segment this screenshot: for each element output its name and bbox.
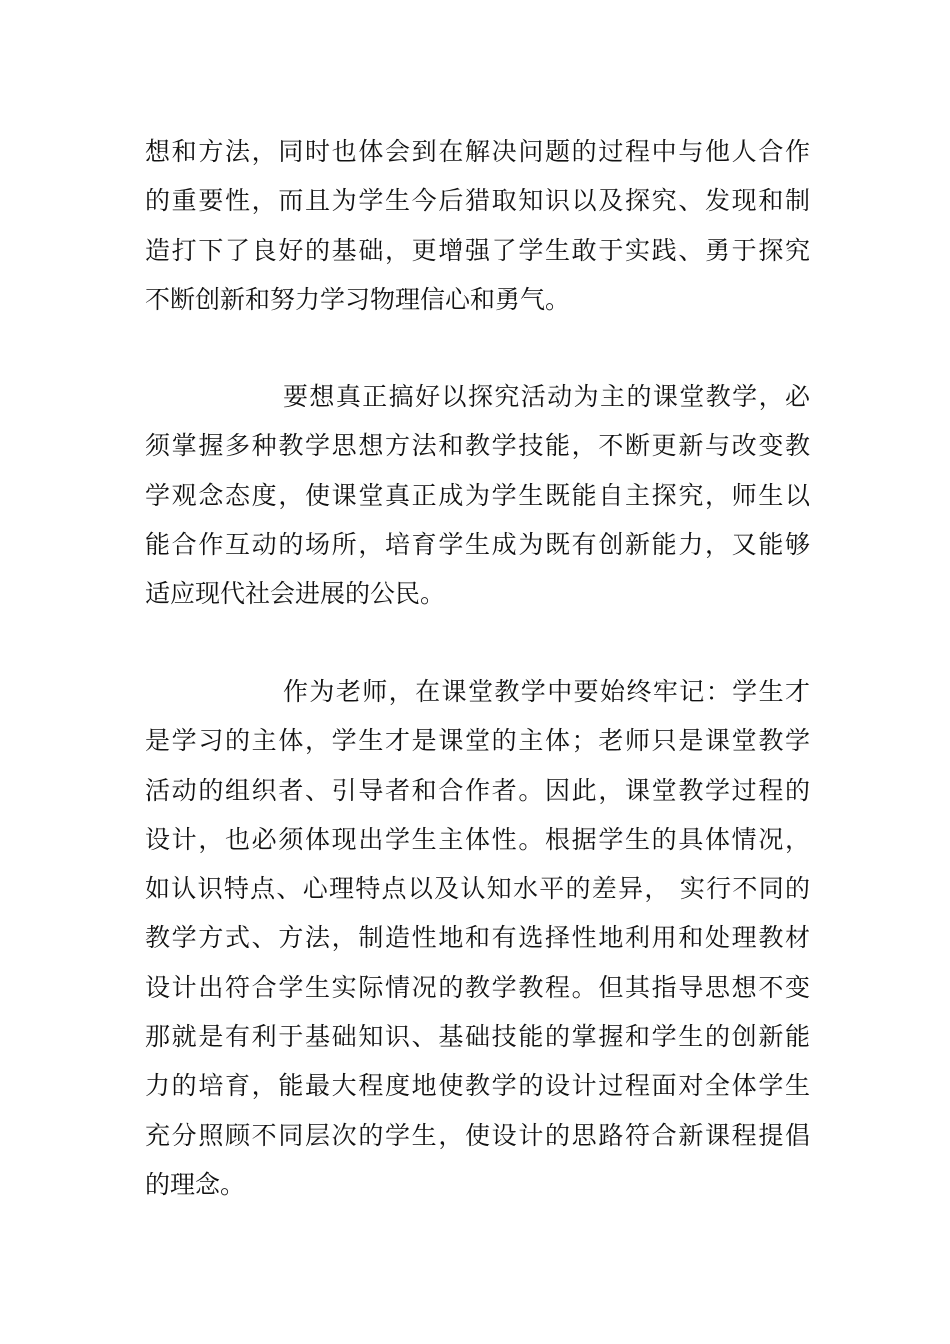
text-line: 的重要性，而且为学生今后猎取知识以及探究、发现和制 — [145, 186, 810, 216]
text-line: 充分照顾不同层次的学生，使设计的思路符合新课程提倡 — [145, 1120, 810, 1150]
text-line: 教学方式、方法，制造性地和有选择性地利用和处理教材 — [145, 923, 810, 953]
text-line: 适应现代社会进展的公民。 — [145, 579, 446, 609]
paragraph-1 — [145, 127, 810, 324]
paragraph-2 — [145, 372, 810, 618]
text-line: 设计出符合学生实际情况的教学教程。但其指导思想不变 — [145, 972, 810, 1002]
paragraph-3 — [145, 667, 810, 1209]
text-line: 是学习的主体，学生才是课堂的主体；老师只是课堂教学 — [145, 726, 810, 756]
text-line: 如认识特点、心理特点以及认知水平的差异， 实行不同的 — [145, 874, 810, 904]
text-line: 活动的组织者、引导者和合作者。因此，课堂教学过程的 — [145, 775, 810, 805]
text-line: 那就是有利于基础知识、基础技能的掌握和学生的创新能 — [145, 1022, 810, 1052]
text-line: 不断创新和努力学习物理信心和勇气。 — [145, 284, 571, 314]
text-line: 力的培育，能最大程度地使教学的设计过程面对全体学生 — [145, 1071, 810, 1101]
text-line: 设计，也必须体现出学生主体性。根据学生的具体情况， — [145, 824, 810, 854]
text-line: 想和方法，同时也体会到在解决问题的过程中与他人合作 — [145, 137, 810, 166]
text-line: 须掌握多种教学思想方法和教学技能，不断更新与改变教 — [145, 431, 810, 461]
text-line: 要想真正搞好以探究活动为主的课堂教学，必 — [283, 382, 810, 411]
text-line: 作为老师，在课堂教学中要始终牢记：学生才 — [283, 677, 810, 706]
text-line: 学观念态度，使课堂真正成为学生既能自主探究，师生以 — [145, 480, 810, 510]
text-line: 造打下了良好的基础，更增强了学生敢于实践、勇于探究 — [145, 235, 810, 265]
text-line: 的理念。 — [145, 1169, 246, 1199]
text-line: 能合作互动的场所，培育学生成为既有创新能力，又能够 — [145, 529, 810, 559]
